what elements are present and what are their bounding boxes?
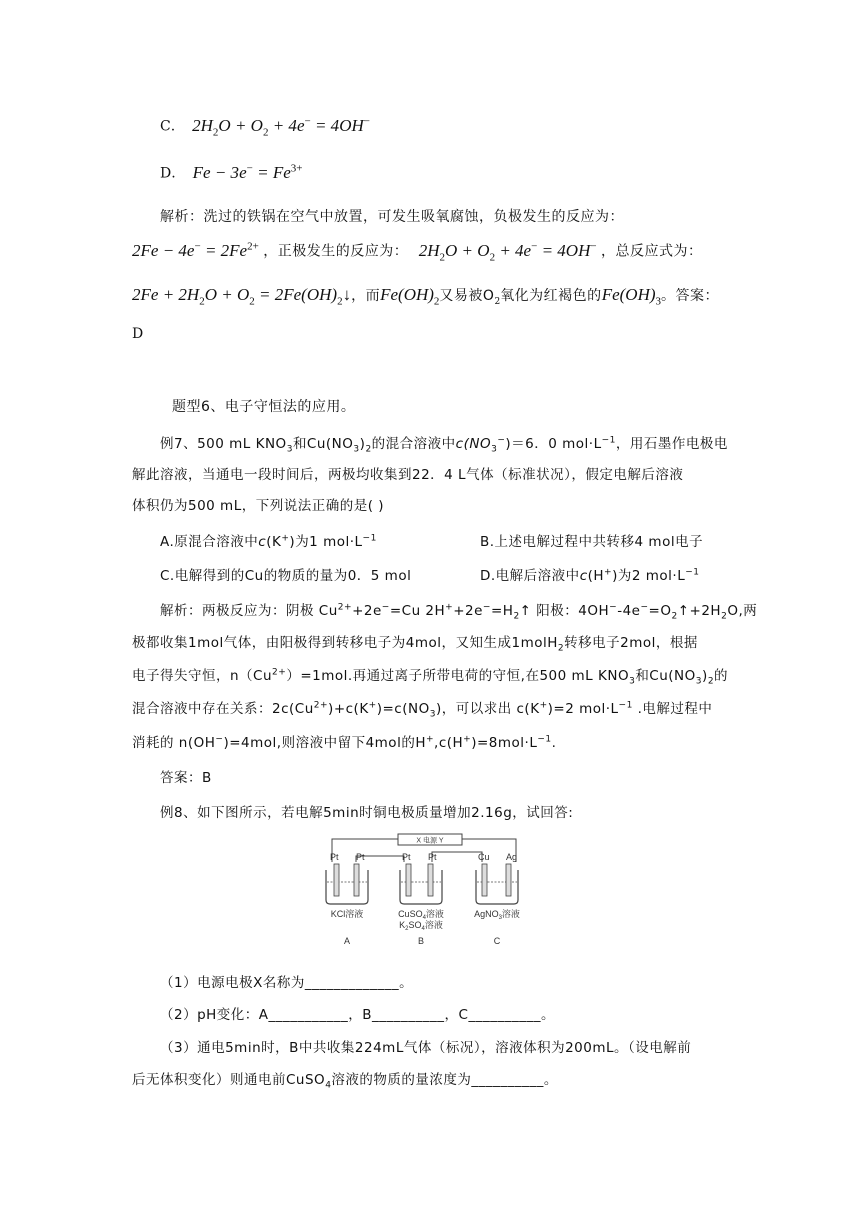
example7-option-a: A.原混合溶液中c(K+)为1 $mol\cdot L^{-1}$	[160, 533, 377, 550]
fe-oh-3: $Fe(OH)_3$	[601, 285, 662, 308]
ex7-opt-a2: 为1 mol·L	[295, 534, 363, 550]
example7-option-c: C.电解得到的Cu的物质的量为0．5 mol	[160, 568, 412, 584]
a2-1d: +2e	[453, 603, 483, 619]
option-d-equation: $Fe - 3e^- = Fe^{3+}$	[192, 162, 303, 182]
cathode-equation: $2H_2O + O_2 + 4e^- = 4OH^-$	[418, 240, 597, 264]
analysis1-line1	[160, 206, 624, 226]
cell-letter-c: C	[493, 936, 501, 946]
a2-1g: -4e	[617, 603, 641, 619]
example7-option-b: B.上述电解过程中共转移4 mol电子	[480, 534, 704, 550]
a2-5e: .	[551, 735, 557, 751]
analysis2-answer: 答案：B	[160, 770, 212, 786]
example7-option-d: D.电解后溶液中c(H+)为2 $mol\cdot L^{-1}$	[480, 567, 700, 584]
a2-1j: O,两	[727, 603, 758, 619]
a2-3a: 电子得失守恒，n（Cu	[132, 668, 273, 684]
a2-5c: ,c(H	[434, 735, 464, 751]
analysis1-mid3: ，而	[351, 288, 381, 304]
a2-4d: )，可以求出 c(K	[435, 701, 540, 717]
ex7-opt-d: D.电解后溶液中	[480, 568, 580, 584]
electrode-label-6: Ag	[506, 852, 518, 862]
ex7-e: c(NO	[455, 436, 492, 452]
analysis1-mid4: 又易被O	[439, 288, 495, 304]
a2-1i: ↑+2H	[677, 603, 722, 619]
analysis2-line4: 混合溶液中存在关系：$2c(Cu^{2+})+c(K^+)=c(NO_3)$，可以求出 c(K+)=2 $mol\cdot L^{-1}$ .电解过程中	[132, 700, 713, 720]
example8-q1: （1）电源电极X名称为_____________。	[160, 975, 414, 991]
a2-5a: 消耗的 n(OH	[132, 735, 216, 751]
option-d-letter: D.	[160, 165, 177, 182]
a2-5d: )=8mol·L	[471, 735, 538, 751]
option-c	[160, 115, 370, 138]
a2-1c: =Cu 2H	[389, 603, 446, 619]
electrode-label-5: Cu	[478, 852, 490, 862]
example8-q3-line1: （3）通电5min时，B中共收集224mL气体（标况），溶液体积为200mL。（设电解前	[160, 1040, 692, 1056]
analysis1-prefix: 解析：洗过的铁锅在空气中放置，可发生吸氧腐蚀，负极发生的反应为：	[160, 209, 624, 225]
ex7-a: 例7、500 mL KNO	[160, 436, 287, 452]
a2-4b: )+c(K	[328, 701, 369, 717]
q3-c: 溶液的物质的量浓度为__________。	[331, 1072, 558, 1088]
analysis1-mid5: 氧化为红褐色的	[500, 288, 602, 304]
cell-letter-a: A	[343, 936, 351, 946]
analysis1-answer: D	[132, 326, 144, 342]
a2-4a: 混合溶液中存在关系：2c(Cu	[132, 701, 314, 717]
example8-intro: 例8、如下图所示，若电解5min时铜电极质量增加2.16g，试回答:	[160, 805, 574, 821]
analysis1-mid2: ，总反应式为：	[601, 243, 703, 260]
ex7-c: )	[359, 436, 366, 452]
electrode-label-2: Pt	[356, 852, 365, 862]
analysis2-line5: 消耗的 n(OH−)=4mol,则溶液中留下4mol的$H^+,c(H^+)=8mol\cdot L^{-1}$.	[132, 734, 557, 751]
beaker-b	[400, 864, 442, 904]
beaker-a	[326, 864, 368, 904]
ex7-opt-d2: 为2 mol·L	[617, 568, 686, 584]
analysis2-line3: 电子得失守恒，$n(Cu^{2+})=1mol$.再通过离子所带电荷的守恒,在500 mL $KNO_3$和$Cu(NO_3)_2$的	[132, 667, 729, 687]
example7-line3: 体积仍为500 mL，下列说法正确的是( )	[132, 498, 385, 514]
a2-2a: 极都收集1mol气体，由阳极得到转移电子为4mol，又知生成1molH	[132, 635, 558, 651]
a2-1b: +2e	[352, 603, 382, 619]
analysis1-line2	[132, 240, 703, 263]
a2-1a: 解析：两极反应为：阴极 Cu	[160, 603, 338, 619]
a2-3e: 的	[714, 668, 729, 684]
ex7-opt-a: A.原混合溶液中	[160, 534, 259, 550]
electrolysis-figure	[320, 830, 540, 952]
a2-3b: ）=1mol.再通过离子所带电荷的守恒,在500 mL KNO	[286, 668, 630, 684]
electrode-label-1: Pt	[330, 852, 339, 862]
total-equation: $2Fe + 2H_2O + O_2$ = $2Fe(OH)_2↓$	[132, 285, 352, 308]
analysis1-mid1: ，正极发生的反应为：	[263, 243, 409, 260]
a2-1f: ↑ 阳极：4OH	[519, 603, 610, 619]
example8-q2: （2）pH变化：A___________，B__________，C__________。	[160, 1007, 555, 1023]
a2-2b: 转移电子2mol，根据	[564, 635, 698, 651]
q3-b: 后无体积变化）则通电前CuSO	[132, 1072, 326, 1088]
analysis1-line3: $2Fe + 2H_2O + O_2$ = $2Fe(OH)_2↓$，而$Fe(OH)_2$又易被$O_2$氧化为红褐色的$Fe(OH)_3$。答案：	[132, 285, 720, 308]
a2-1e: =H	[490, 603, 514, 619]
analysis2-line2: 极都收集1mol气体，由阳极得到转移电子为4mol，又知生成1molH$_2$转移电子2mol，根据	[132, 635, 698, 654]
example7-line2: 解此溶液，当通电一段时间后，两极均收集到22．4 L气体（标准状况），假定电解后溶液	[132, 467, 684, 483]
fe-oh-2: $Fe(OH)_2$	[380, 285, 440, 308]
cell-b-solution: CuSO$_4$溶液	[398, 909, 444, 921]
ex7-f: )＝6．0 mol·L	[505, 436, 602, 452]
beaker-c	[476, 864, 518, 904]
section-title: 题型6、电子守恒法的应用。	[172, 399, 356, 415]
cell-letter-b: B	[417, 936, 425, 946]
anode-equation: $2Fe - 4e^- = 2Fe^{2+}$	[132, 240, 259, 260]
a2-4c: )=c(NO	[376, 701, 430, 717]
cell-b-solution-2: $K_2SO_4$溶液	[399, 920, 443, 932]
analysis2-line1: 解析：两极反应为：阴极 $Cu^{2+}+2e^-=Cu$ $2H^++2e^-=H_2↑$ 阳极：$4OH^--4e^-=O_2↑+2H_2O$,两	[160, 602, 758, 622]
cell-c-solution: AgNO$_3$溶液	[474, 909, 520, 921]
a2-3d: )	[702, 668, 708, 684]
ex7-d: 的混合溶液中	[371, 436, 456, 452]
ex7-b: 和Cu(NO	[292, 436, 354, 452]
ex7-g: ，用石墨作电极电	[615, 436, 728, 452]
a2-3c: 和Cu(NO	[635, 668, 696, 684]
a2-1h: =O	[648, 603, 672, 619]
analysis1-end: 。答案：	[661, 288, 720, 304]
a2-5b: )=4mol,则溶液中留下4mol的H	[223, 735, 426, 751]
option-c-letter: C.	[160, 118, 176, 135]
electrode-label-4: Pt	[428, 852, 437, 862]
example7-line1: 例7、500 mL $KNO_3$和$Cu(NO_3)_2$的混合溶液中$c(NO_3^-)=6$．0 $mol\cdot L^{-1}$，用石墨作电极电	[160, 435, 728, 455]
option-c-equation: $2H_2O + O_2 + 4e^- = 4OH^-$	[192, 115, 370, 139]
a2-4e: )=2 mol·L	[547, 701, 619, 717]
a2-4f: .电解过程中	[632, 701, 713, 717]
example8-q3-line2: 后无体积变化）则通电前CuSO$_4$溶液的物质的量浓度为__________。	[132, 1072, 558, 1091]
cell-a-solution: KCl溶液	[330, 909, 364, 919]
option-d	[160, 162, 302, 183]
power-source-label: X 电源 Y	[416, 837, 444, 845]
electrode-label-3: Pt	[402, 852, 411, 862]
